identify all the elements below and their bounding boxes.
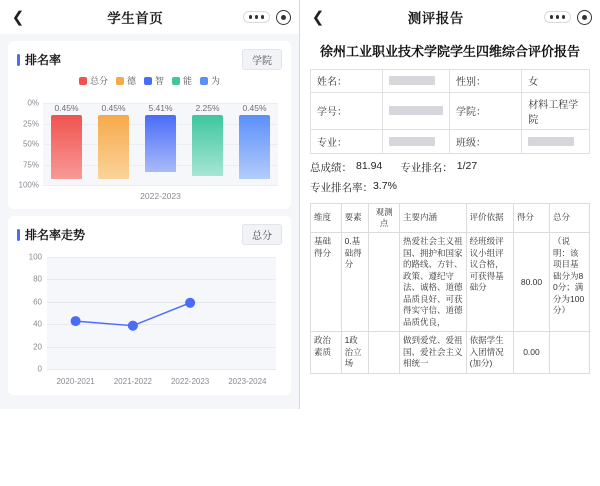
bar-column[interactable]	[94, 103, 134, 185]
cell-content: 做到爱党、爱祖国、爱社会主义相统一	[400, 332, 467, 372]
y-tick: 75%	[22, 160, 39, 169]
trend-card-title: 排名率走势	[25, 228, 86, 242]
legend-swatch	[144, 77, 152, 85]
line-chart-x-axis	[47, 377, 276, 386]
bar[interactable]	[145, 115, 176, 172]
cell-basis: 经班级评议小组评议合格，可获得基础分	[467, 233, 514, 331]
scope-selector-college[interactable]: 学院	[242, 49, 282, 70]
bar[interactable]	[192, 115, 223, 176]
cell-factor: 0.基础得分	[342, 233, 370, 331]
cell-score: 0.00	[514, 332, 550, 372]
bar-chart-legend	[17, 74, 282, 87]
legend-swatch	[116, 77, 124, 85]
rank-trend-line-chart	[17, 249, 282, 389]
col-header-point: 观测点	[369, 204, 400, 233]
line-chart-points	[47, 257, 276, 486]
bar-column[interactable]	[235, 103, 275, 185]
cell-total: （说明：该项目基础分为80分；满分为100分）	[553, 236, 585, 316]
dimension-table	[310, 203, 590, 374]
x-tick: 2022-2023	[170, 377, 210, 386]
legend-item[interactable]	[172, 74, 192, 87]
legend-label: 为	[211, 76, 221, 86]
legend-label: 能	[183, 76, 193, 86]
legend-label: 德	[126, 76, 136, 86]
y-tick: 100	[28, 252, 42, 262]
legend-swatch	[200, 77, 208, 85]
bar-value-label: 2.25%	[195, 103, 220, 113]
back-icon[interactable]: ❮	[311, 8, 325, 26]
total-score-value: 81.94	[356, 159, 383, 172]
cell-factor: 1政治立场	[342, 332, 370, 372]
rank-card-header	[17, 49, 282, 70]
info-label: 性别：	[450, 70, 522, 92]
y-tick: 20	[33, 342, 42, 352]
bar-column[interactable]	[47, 103, 87, 185]
cell-content: 热爱社会主义祖国、拥护和国家的路线、方针、政策、遵纪守法、诚格、道德品质良好、可获得实守信、道德品质优良，	[400, 233, 467, 331]
y-tick: 80	[33, 274, 42, 284]
cell-point	[369, 332, 400, 372]
info-value-redacted	[522, 130, 589, 153]
bar[interactable]	[98, 115, 129, 179]
evaluation-report-screen	[300, 0, 600, 409]
y-tick: 50%	[22, 139, 39, 149]
bar-chart-y-axis	[17, 98, 43, 190]
page-title: 学生首页	[107, 11, 164, 26]
table-row	[311, 233, 589, 332]
more-dots-icon[interactable]	[544, 11, 572, 23]
major-rank-label: 专业排名：	[400, 161, 453, 174]
table-header-row	[311, 204, 589, 234]
bar-column[interactable]	[141, 103, 181, 185]
y-tick: 40	[33, 319, 42, 329]
right-navbar	[300, 0, 600, 34]
bar[interactable]	[239, 115, 270, 179]
student-home-screen	[0, 0, 300, 409]
info-value-redacted	[383, 93, 450, 129]
more-dots-icon[interactable]	[243, 11, 271, 23]
cell-total	[550, 332, 589, 372]
info-label: 专业：	[311, 130, 383, 153]
rank-rate-bar-chart	[17, 91, 282, 203]
y-tick: 100%	[18, 180, 39, 190]
col-header-score: 得分	[514, 204, 550, 233]
metric-selector-total[interactable]: 总分	[242, 224, 282, 245]
info-value: 女	[528, 77, 539, 89]
total-score-label: 总成绩：	[310, 161, 352, 174]
bar-value-label: 5.41%	[148, 103, 173, 113]
target-icon[interactable]	[276, 10, 291, 25]
rank-rate-card	[8, 41, 291, 209]
legend-swatch	[172, 77, 180, 85]
table-row	[311, 130, 589, 153]
bar-value-label: 0.45%	[242, 103, 267, 113]
legend-item[interactable]	[200, 74, 220, 87]
line-chart-y-axis	[17, 252, 47, 374]
y-tick: 25%	[22, 119, 39, 128]
rank-card-title: 排名率	[25, 53, 62, 67]
info-value-redacted	[383, 70, 450, 92]
cell-point	[369, 233, 400, 331]
legend-item[interactable]	[116, 74, 136, 87]
legend-item[interactable]	[144, 74, 164, 87]
rank-rate-label: 专业排名率：	[310, 181, 373, 194]
col-header-content: 主要内涵	[400, 204, 467, 233]
rank-card-title-wrap	[17, 51, 61, 68]
info-value: 材料工程学院	[528, 99, 579, 126]
report-title: 徐州工业职业技术学院学生四维综合评价报告	[319, 44, 580, 59]
student-info-table	[310, 69, 590, 154]
x-tick: 2020-2021	[56, 377, 95, 386]
bar-chart-bars	[43, 103, 278, 185]
rank-trend-card	[8, 216, 291, 395]
cell-dimension: 政治素质	[311, 332, 342, 372]
legend-item[interactable]	[79, 74, 108, 87]
table-row	[311, 93, 589, 130]
summary-row-primary	[300, 154, 600, 177]
y-tick: 0%	[27, 98, 39, 108]
table-row	[311, 332, 589, 373]
table-row	[311, 70, 589, 93]
title-accent-bar	[17, 54, 20, 66]
page-title: 测评报告	[407, 11, 464, 26]
rank-rate-value: 3.7%	[373, 179, 397, 192]
bar-column[interactable]	[188, 103, 228, 185]
cell-basis: 依据学生入团情况(加分)	[467, 332, 514, 372]
info-value-redacted	[383, 130, 450, 153]
cell-dimension: 基础得分	[311, 233, 342, 331]
legend-label: 总分	[89, 76, 108, 86]
y-tick: 0	[37, 364, 42, 374]
trend-card-header	[17, 224, 282, 245]
title-accent-bar	[17, 229, 20, 241]
legend-swatch	[79, 77, 87, 85]
col-header-factor: 要素	[342, 204, 370, 233]
col-header-dimension: 维度	[311, 204, 342, 233]
summary-row-secondary	[300, 177, 600, 201]
info-label: 姓名：	[311, 70, 383, 92]
y-tick: 60	[33, 297, 42, 307]
major-rank-value: 1/27	[456, 159, 478, 172]
bar-chart-x-label: 2022-2023	[140, 191, 181, 201]
col-header-basis: 评价依据	[467, 204, 514, 233]
legend-label: 智	[154, 76, 164, 86]
col-header-total: 总分	[553, 212, 571, 223]
cell-score: 80.00	[514, 233, 550, 331]
info-label: 学院：	[450, 93, 522, 129]
trend-card-title-wrap	[17, 226, 85, 243]
nav-actions	[243, 10, 292, 25]
info-label: 学号：	[311, 93, 383, 129]
left-navbar	[0, 0, 299, 34]
x-tick: 2023-2024	[228, 377, 267, 386]
info-label: 班级：	[450, 130, 522, 153]
bar-value-label: 0.45%	[101, 103, 126, 113]
bar[interactable]	[51, 115, 82, 179]
bar-value-label: 0.45%	[54, 103, 79, 113]
back-icon[interactable]: ❮	[11, 8, 25, 26]
x-tick: 2021-2022	[113, 377, 152, 386]
target-icon[interactable]	[577, 10, 592, 25]
nav-actions	[544, 10, 593, 25]
